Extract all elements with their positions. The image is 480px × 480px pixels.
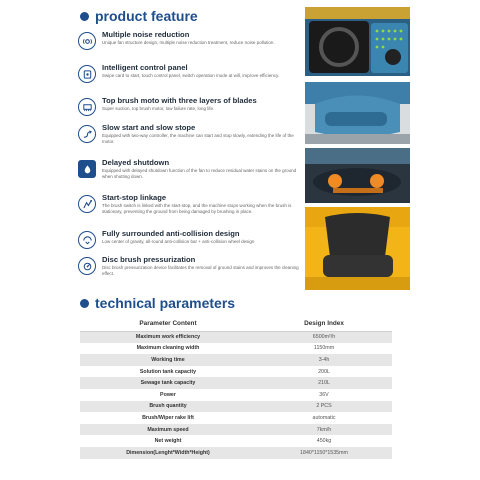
table-row (80, 377, 392, 389)
parameter-name: Sewage tank capacity (80, 377, 256, 389)
parameter-name: Net weight (80, 435, 256, 447)
technical-parameters-heading (80, 295, 235, 311)
linkage-icon (78, 195, 96, 213)
product-feature-title: product feature (95, 8, 198, 24)
anti-collision-icon (78, 231, 96, 249)
parameters-table-container (80, 317, 392, 459)
feature-item (78, 63, 303, 83)
parameter-value: 3-4h (256, 354, 392, 366)
feature-title: Fully surrounded anti-collision design (102, 229, 240, 238)
feature-item (78, 255, 303, 276)
table-header-row (80, 317, 392, 331)
feature-title: Delayed shutdown (102, 158, 170, 167)
parameter-value: 2 PCS (256, 401, 392, 413)
feature-description: Low center of gravity, all-round anti-collision bar + anti-collision wheel design (102, 239, 255, 244)
column-header: Design Index (256, 317, 392, 331)
feature-title: Top brush moto with three layers of blades (102, 96, 257, 105)
feature-description: Super suction, top brush motor, low failure rate, long life. (102, 106, 215, 111)
control-panel-photo (305, 7, 410, 76)
heading-bullet (80, 12, 89, 21)
technical-parameters-title: technical parameters (95, 295, 236, 311)
table-row (80, 389, 392, 401)
table-row (80, 331, 392, 343)
table-row (80, 354, 392, 366)
feature-description: The brush switch is linked with the start-stop, and the machine stops working when the brush is stationary, preventing the ground from being damaged by brushing in place. (102, 203, 292, 214)
table-row (80, 412, 392, 424)
delayed-shutdown-icon (78, 160, 96, 178)
parameters-table (80, 317, 392, 459)
table-row (80, 447, 392, 459)
feature-item (78, 158, 303, 179)
parameter-name: Solution tank capacity (80, 366, 256, 378)
feature-title: Slow start and slow stope (102, 123, 196, 132)
brush-motor-icon (78, 98, 96, 116)
feature-item (78, 96, 303, 116)
table-row (80, 366, 392, 378)
parameter-name: Maximum speed (80, 424, 256, 436)
parameter-name: Brush quantity (80, 401, 256, 413)
parameter-value: 6500m²/h (256, 331, 392, 343)
feature-item (78, 229, 303, 249)
parameter-name: Power (80, 389, 256, 401)
feature-title: Disc brush pressurization (102, 255, 196, 264)
parameter-value: 210L (256, 377, 392, 389)
feature-description: Equipped with delayed shutdown function of the fan to reduce residual water stains on the ground when shutting down. (102, 168, 297, 179)
brush-deck-photo (305, 148, 410, 203)
machine-body-photo (305, 82, 410, 144)
feature-item (78, 123, 303, 144)
column-header: Parameter Content (80, 317, 256, 331)
feature-title: Intelligent control panel (102, 63, 188, 72)
parameter-name: Brush/Wiper rake lift (80, 412, 256, 424)
table-row (80, 343, 392, 355)
feature-title: Start-stop linkage (102, 193, 167, 202)
table-row (80, 401, 392, 413)
table-row (80, 424, 392, 436)
slow-start-icon (78, 125, 96, 143)
control-panel-icon (78, 65, 96, 83)
parameter-value: 1840*1150*1535mm (256, 447, 392, 459)
parameter-value: 1150mm (256, 343, 392, 355)
feature-description: Disc brush pressurization device facilitates the removal of ground stains and improves the cleaning effect. (102, 265, 299, 276)
feature-item (78, 30, 303, 50)
product-feature-heading (80, 8, 198, 24)
parameter-name: Dimension(Lenght*Width*Height) (80, 447, 256, 459)
feature-item (78, 193, 303, 214)
feature-title: Multiple noise reduction (102, 30, 190, 39)
parameter-name: Working time (80, 354, 256, 366)
parameter-value: 450kg (256, 435, 392, 447)
parameter-value: 36V (256, 389, 392, 401)
feature-description: Equipped with two-way controller, the machine can start and stop slowly, extending the life of the motor. (102, 133, 294, 144)
parameter-value: automatic (256, 412, 392, 424)
parameter-value: 7km/h (256, 424, 392, 436)
heading-bullet (80, 299, 89, 308)
noise-icon (78, 32, 96, 50)
table-row (80, 435, 392, 447)
pressure-icon (78, 257, 96, 275)
feature-description: Swipe card to start, touch control panel, switch operation mode at will, improve efficiency. (102, 73, 280, 78)
parameter-value: 200L (256, 366, 392, 378)
parameter-name: Maximum work efficiency (80, 331, 256, 343)
operator-seat-photo (305, 207, 410, 290)
feature-description: Unique fan structure design, multiple noise reduction treatment, reduce noise pollution. (102, 40, 275, 45)
parameter-name: Maximum cleaning width (80, 343, 256, 355)
